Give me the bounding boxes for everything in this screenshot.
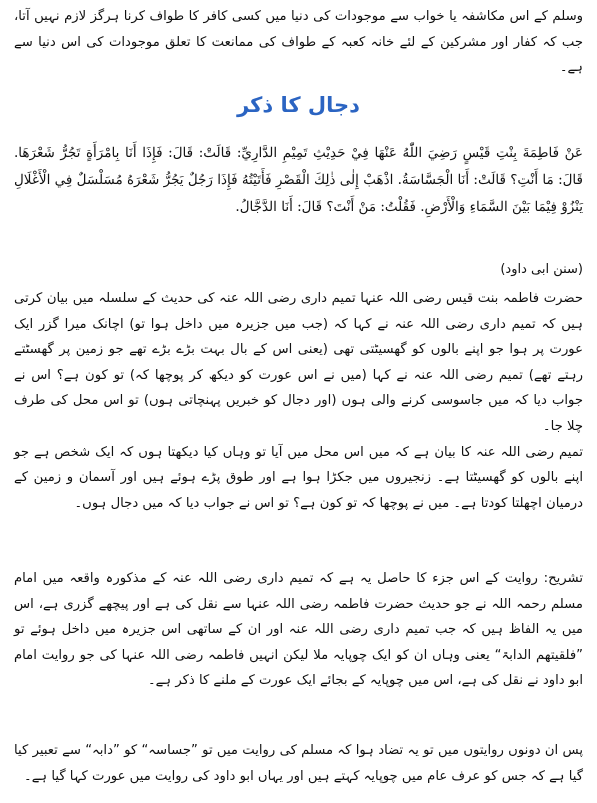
reference-section <box>14 258 583 282</box>
explanation-section <box>14 566 583 694</box>
translation-paragraph-2: تمیم رضی اللہ عنہ کا بیان ہے کہ میں اس محل میں آیا تو وہاں کیا دیکھتا ہوں کہ ایک شخص ہے جو اپنے بالوں کو گھسیٹتا ہے۔ زنجیروں میں جکڑا ہوا ہے اور طوق پڑے ہوئے ہیں اور آسمان و زمین کے درمیان اچھلتا کودتا ہے۔ میں نے پوچھا کہ تو کون ہے؟ تو اس نے جواب دیا کہ میں دجال ہوں۔ <box>14 444 583 511</box>
intro-section <box>14 4 583 81</box>
translation-section <box>14 286 583 516</box>
hadith-arabic-text: عَنْ فَاطِمَةَ بِنْتِ قَيْسٍ رَضِيَ اللّٰهُ عَنْهَا فِيْ حَدِيْثِ تَمِيْمِ الدَّارِيِّ: قَالَتْ: قَالَ: فَإِذَا أَنَا بِامْرَأَةٍ تَجُرُّ شَعْرَهَا. قَالَ: مَا أَنْتِ؟ قَالَتْ: أَنَا الْجَسَّاسَةُ. اذْهَبْ إِلٰى ذٰلِكَ الْقَصْرِ فَأَتَيْتُهُ فَإِذَا رَجُلٌ يَجُرُّ شَعْرَهُ مُسَلْسَلٌ فِي الْأَغْلَالِ يَنْزُوْ فِيْمَا بَيْنَ السَّمَاءِ وَالْأَرْضِ. فَقُلْتُ: مَنْ أَنْتَ؟ قَالَ: أَنَا الدَّجَّالُ. <box>14 145 583 215</box>
hadith-section <box>14 140 583 221</box>
conclusion-paragraph: پس ان دونوں روایتوں میں تو یہ تضاد ہوا کہ مسلم کی روایت میں تو ”جساسہ“ کو ”دابہ“ سے تعبیر کیا گیا ہے کہ جس کو عرف عام میں چوپایہ کہتے ہیں اور یہاں ابو داود کی روایت میں عورت کہا گیا ہے۔ <box>14 743 583 784</box>
section-heading: دجال کا ذکر <box>237 93 360 117</box>
hadith-reference: (سنن ابی داود) <box>500 262 583 277</box>
conclusion-section <box>14 738 583 789</box>
translation-paragraph-1: حضرت فاطمہ بنت قیس رضی اللہ عنہا تمیم داری رضی اللہ عنہ کی حدیث کے سلسلہ میں بیان کرتی ہیں کہ تمیم داری رضی اللہ عنہ نے کہا کہ (جب میں جزیرہ میں داخل ہوا تو) اچانک میرا گزر ایک عورت پر ہوا جو اپنے بالوں کو گھسیٹتی تھی (یعنی اس کے بال بہت بڑے بڑے تھے جو زمین پر گھسٹتے رہتے تھے) تمیم رضی اللہ عنہ نے کہا (میں نے اس عورت کو دیکھ کر پوچھا کہ) تو کون ہے؟ اس نے جواب دیا کہ میں جاسوسی کرنے والی ہوں (اور دجال کو خبریں پہنچاتی ہوں) تو اس محل کی طرف چلا جا۔ <box>14 291 583 434</box>
intro-paragraph: وسلم کے اس مکاشفہ یا خواب سے موجودات کی دنیا میں کسی کافر کا طواف کرنا ہرگز لازم نہیں آتا، جب کہ کفار اور مشرکین کے لئے خانہ کعبہ کے طواف کی ممانعت کا تعلق موجودات کی اس دنیا سے ہے۔ <box>14 9 583 76</box>
explanation-paragraph: تشریح: روایت کے اس جزء کا حاصل یہ ہے کہ تمیم داری رضی اللہ عنہ کے مذکورہ واقعہ میں امام مسلم رحمہ اللہ نے جو حدیث حضرت فاطمہ رضی اللہ عنہا سے نقل کی ہے اور پیچھے گزری ہے، اس میں یہ الفاظ ہیں کہ جب تمیم داری رضی اللہ عنہ اور ان کے ساتھی اس جزیرہ میں داخل ہوئے تو ”فلقیتھم الدابۃ“ یعنی وہاں ان کو ایک چوپایہ ملا لیکن انہیں فاطمہ رضی اللہ عنہا کی جو روایت امام ابو داود نے نقل کی ہے، اس میں چوپایہ کے بجائے ایک عورت کے ملنے کا ذکر ہے۔ <box>14 571 583 689</box>
